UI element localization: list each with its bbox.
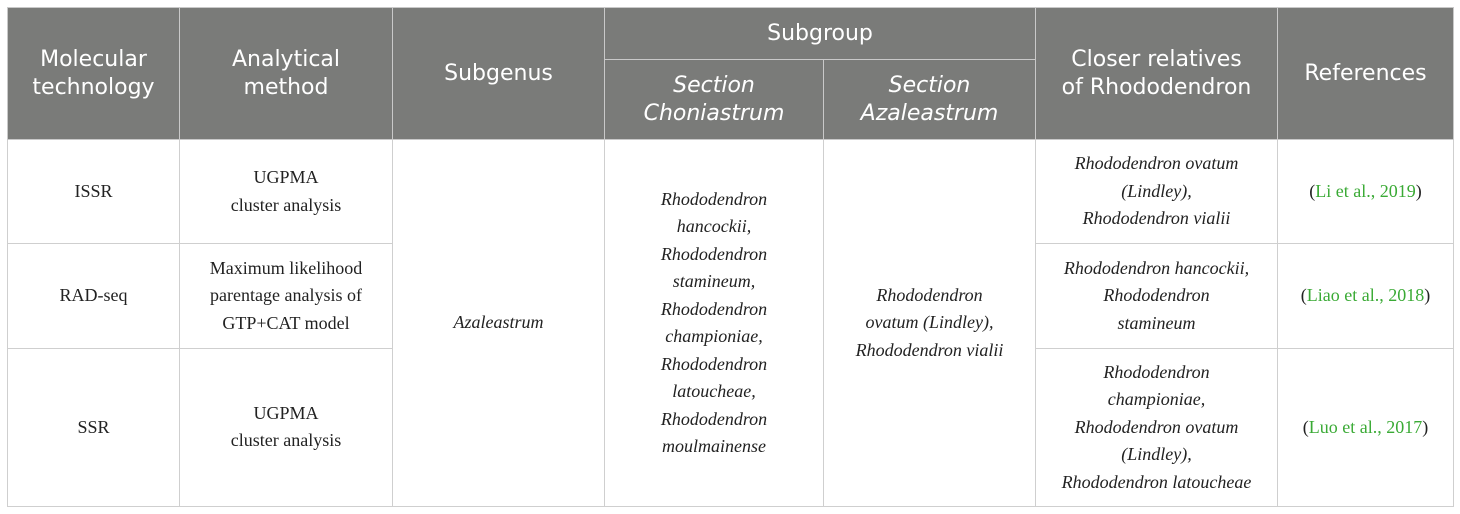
cell-line: stamineum, — [672, 271, 756, 291]
reference-cell: (Li et al., 2019) — [1278, 140, 1454, 244]
cell-line: moulmainense — [662, 436, 766, 456]
technology-cell — [8, 140, 180, 244]
cell-line: parentage analysis of — [210, 285, 362, 306]
method-cell — [180, 244, 393, 348]
technology-cell — [8, 244, 180, 348]
cell-text: Azaleastrum — [453, 312, 544, 333]
header-line: Subgenus — [444, 60, 553, 86]
reference-link[interactable]: Li et al., 2019 — [1315, 180, 1416, 201]
cell-line: Rhododendron hancockii, — [1063, 257, 1250, 278]
cell-line: Rhododendron — [660, 188, 768, 209]
cell-line: cluster analysis — [230, 430, 342, 451]
header-section-azaleastrum — [824, 60, 1036, 140]
cell-line: Rhododendron latoucheae — [1061, 471, 1252, 492]
cell-line: Rhododendron ovatum — [1074, 153, 1239, 174]
header-subgenus — [393, 8, 605, 140]
cell-line: (Lindley), — [1121, 444, 1192, 465]
reference-cell: (Luo et al., 2017) — [1278, 348, 1454, 506]
relatives-cell — [1036, 244, 1278, 348]
cell-line: Rhododendron vialii — [1082, 208, 1231, 229]
table-row — [8, 140, 1454, 244]
cell-line: championiae, — [1107, 389, 1206, 410]
header-line: Molecular — [40, 46, 147, 72]
cell-text: ISSR — [74, 180, 113, 201]
cell-line: championiae, — [665, 326, 763, 346]
cell-line: Rhododendron ovatum — [1074, 416, 1239, 437]
reference-cell: (Liao et al., 2018) — [1278, 244, 1454, 348]
header-section-choniastrum — [605, 60, 824, 140]
header-line: Azaleastrum — [860, 100, 999, 126]
header-line: Analytical — [231, 46, 341, 72]
cell-line: Rhododendron — [660, 353, 768, 374]
header-line: method — [243, 74, 329, 100]
relatives-cell — [1036, 140, 1278, 244]
cell-text: RAD-seq — [59, 285, 128, 306]
header-references — [1278, 8, 1454, 140]
technology-cell — [8, 348, 180, 506]
reference-link[interactable]: Liao et al., 2018 — [1306, 285, 1425, 306]
cell-line: Rhododendron — [660, 408, 768, 429]
cell-line: Rhododendron — [660, 243, 768, 264]
header-line: Choniastrum — [643, 100, 785, 126]
method-cell — [180, 140, 393, 244]
header-line: Closer relatives — [1071, 46, 1242, 72]
header-line: Subgroup — [767, 20, 873, 46]
relatives-cell — [1036, 348, 1278, 506]
cell-line: UGPMA — [253, 402, 319, 423]
cell-line: Rhododendron — [1103, 285, 1210, 306]
header-analytical-method — [180, 8, 393, 140]
azaleastrum-cell — [824, 140, 1036, 507]
header-closer-relatives — [1036, 8, 1278, 140]
reference-link[interactable]: Luo et al., 2017 — [1308, 416, 1423, 437]
cell-line: Rhododendron — [876, 284, 983, 305]
cell-line: Rhododendron — [660, 298, 768, 319]
header-subgroup — [605, 8, 1036, 60]
header-line: Section — [888, 72, 971, 98]
header-line: technology — [32, 74, 155, 100]
cell-line: stamineum — [1117, 312, 1196, 333]
cell-line: latoucheae, — [672, 381, 756, 401]
cell-line: (Lindley), — [1121, 180, 1192, 201]
header-line: of Rhododendron — [1061, 74, 1252, 100]
subgenus-cell — [393, 140, 605, 507]
cell-text: SSR — [77, 416, 110, 437]
cell-line: hancockii, — [676, 216, 752, 236]
cell-line: Maximum likelihood — [209, 257, 363, 278]
comparison-table — [7, 7, 1454, 507]
cell-line: UGPMA — [253, 167, 319, 188]
choniastrum-cell — [605, 140, 824, 507]
header-line: Section — [673, 72, 755, 98]
cell-line: Rhododendron vialii — [855, 339, 1004, 360]
cell-line: GTP+CAT model — [222, 312, 350, 333]
header-molecular-technology — [8, 8, 180, 140]
cell-line: Rhododendron — [1103, 361, 1210, 382]
method-cell — [180, 348, 393, 506]
cell-line: cluster analysis — [230, 194, 342, 215]
cell-line: ovatum (Lindley), — [865, 312, 994, 333]
header-line: References — [1304, 60, 1427, 86]
